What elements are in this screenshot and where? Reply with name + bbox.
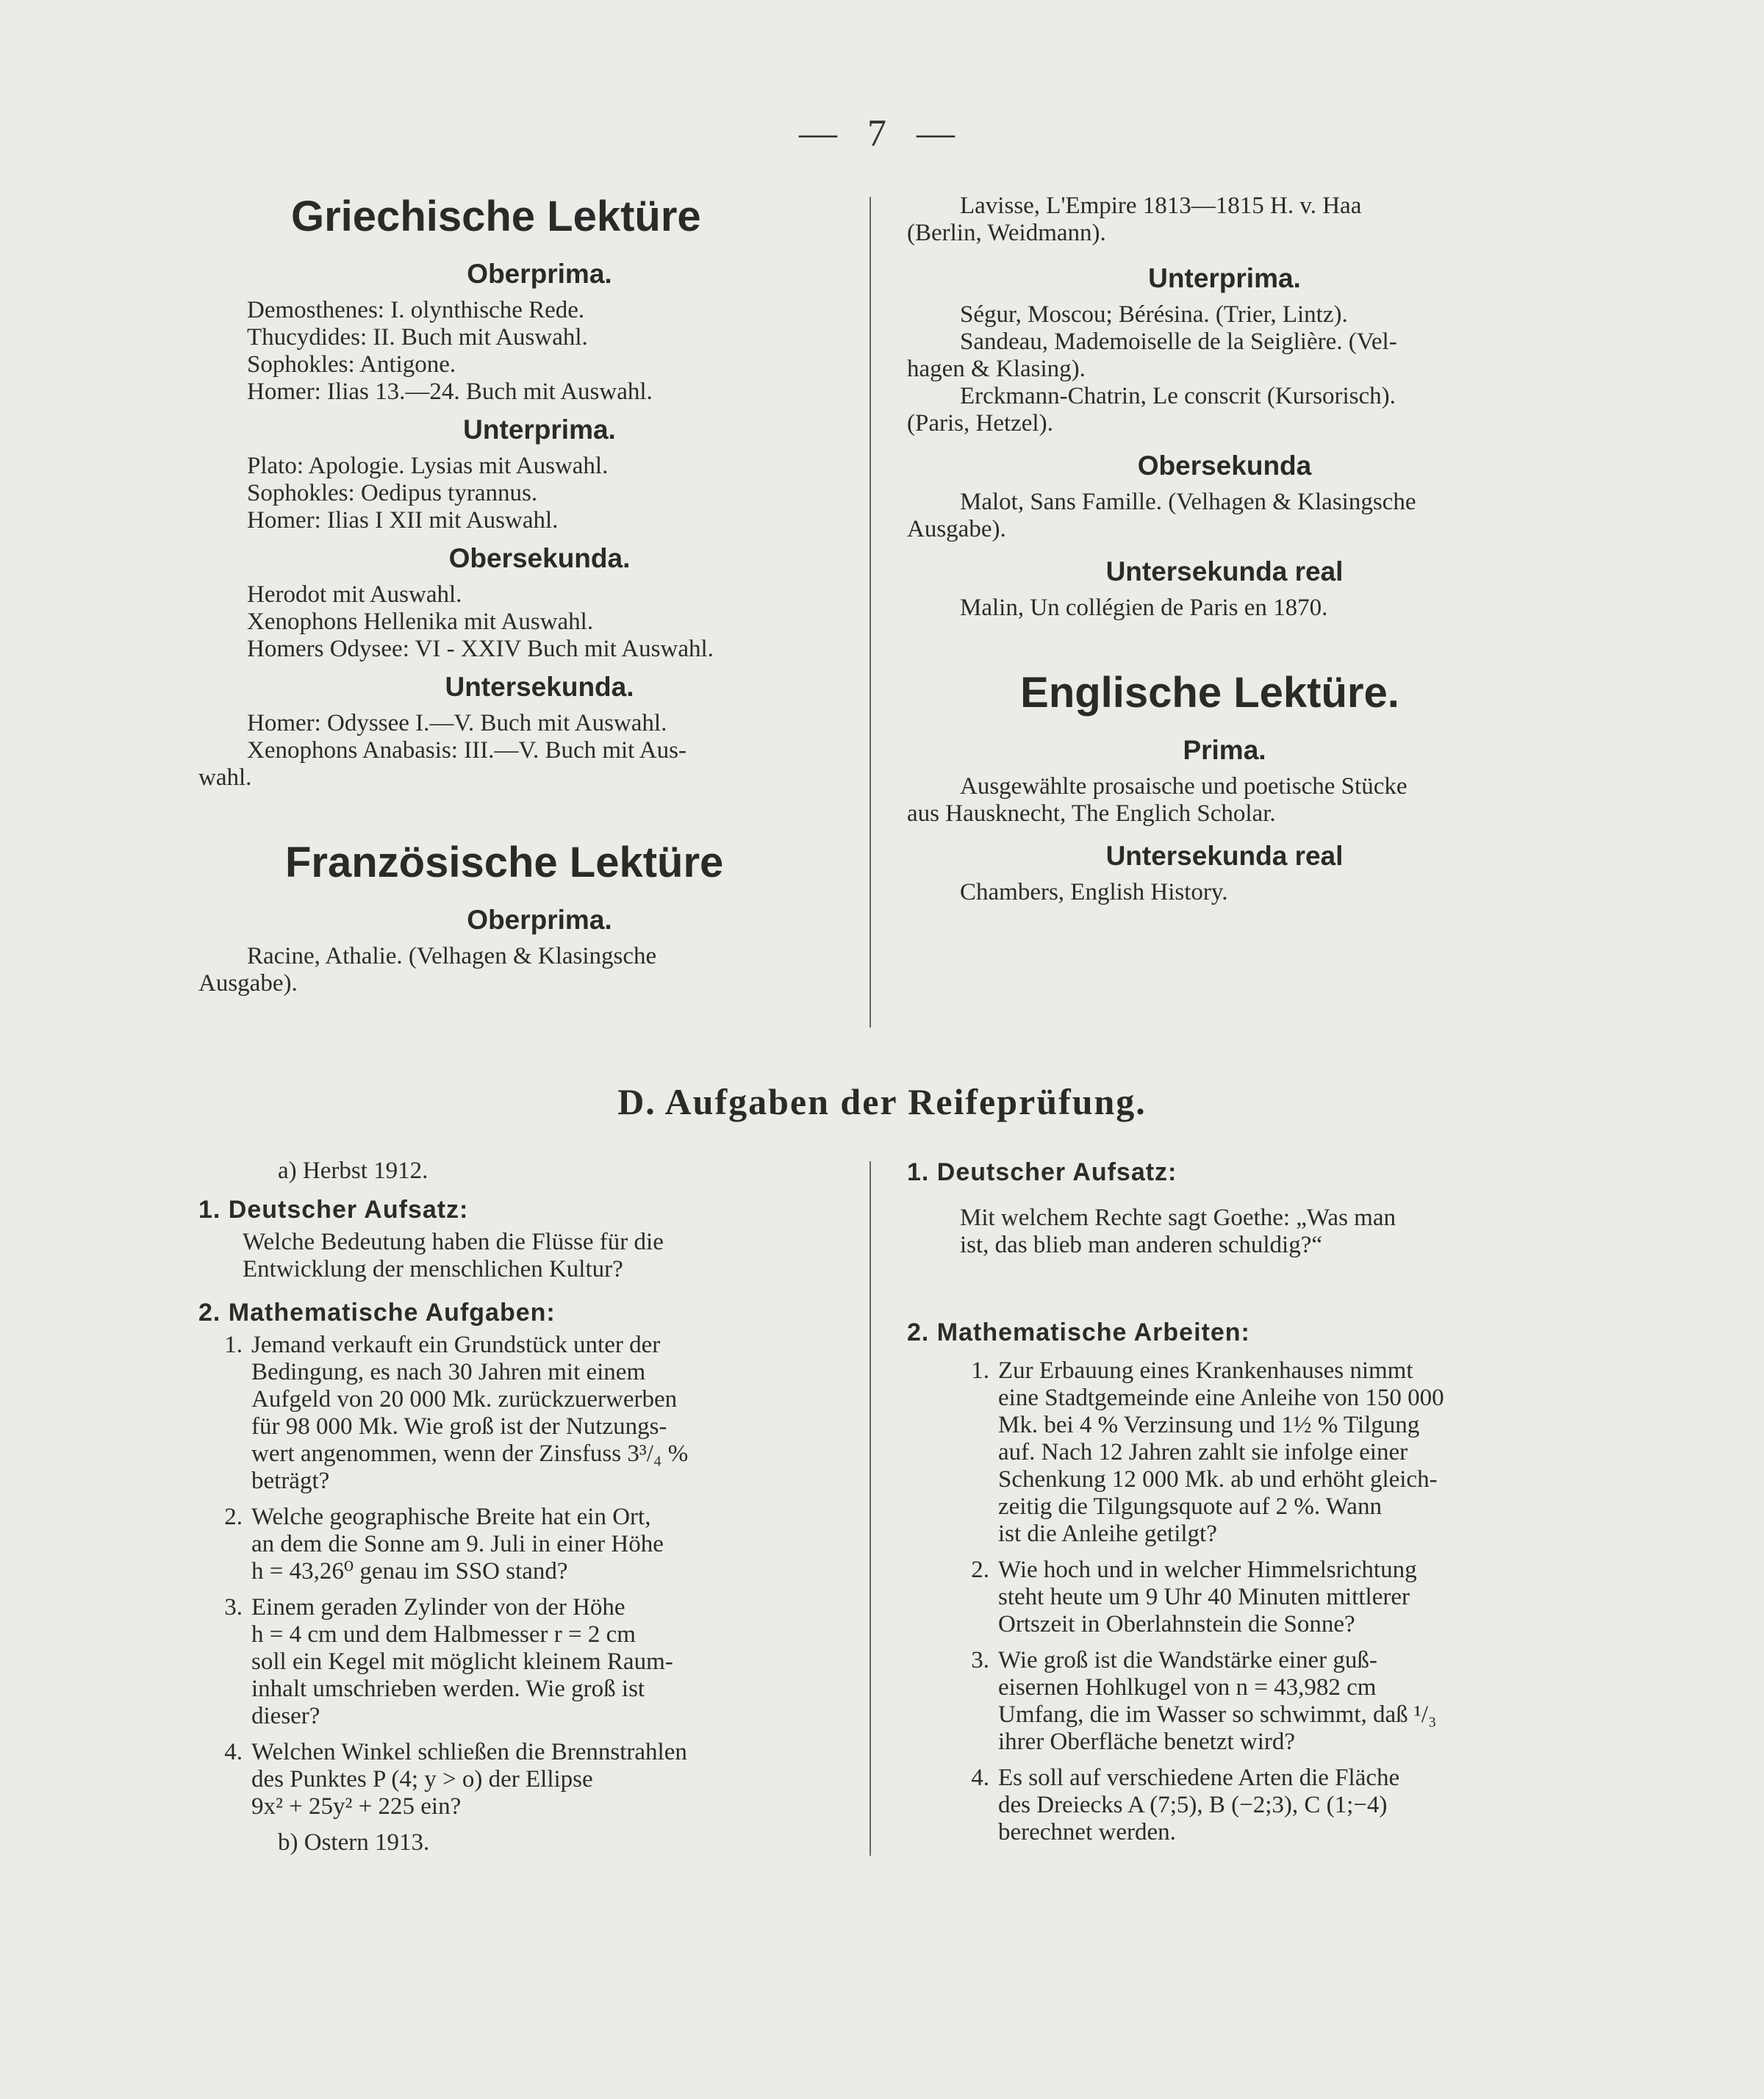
french-untersekunda-real-heading: Untersekunda real [1105,556,1344,586]
task-number: 3. [224,1594,243,1621]
text-line: Malot, Sans Famille. (Velhagen & Klasingsche [960,489,1416,515]
french-unterprima-heading: Unterprima. [1148,263,1301,293]
text-line: Aufgeld von 20 000 Mk. zurückzuerwerben [251,1386,678,1413]
term-a-label: a) Herbst 1912. [278,1158,429,1184]
text-line: Welchen Winkel schließen die Brennstrahlen [251,1739,687,1765]
task-number: 1. [224,1332,243,1358]
left-aufsatz-heading: 1. Deutscher Aufsatz: [198,1196,469,1224]
text-line: Xenophons Anabasis: III.—V. Buch mit Aus- [247,737,686,764]
text-line: h = 4 cm und dem Halbmesser r = 2 cm [251,1621,636,1648]
text-line: eisernen Hohlkugel von n = 43,982 cm [998,1674,1377,1701]
text-line: Chambers, English History. [960,879,1228,905]
math-task [907,1765,1542,1846]
text-line: Mk. bei 4 % Verzinsung und 1½ % Tilgung [998,1412,1420,1438]
bottom-right-column [907,1158,1542,1855]
text-line: Zur Erbauung eines Krankenhauses nimmt [998,1357,1413,1384]
term-b-label: b) Ostern 1913. [278,1829,430,1856]
right-aufsatz-text [960,1205,1542,1259]
text-line: Bedingung, es nach 30 Jahren mit einem [251,1359,646,1385]
text-line: ihrer Oberfläche benetzt wird? [998,1729,1296,1755]
text-line: Wie hoch und in welcher Himmelsrichtung [998,1557,1417,1583]
text-line: für 98 000 Mk. Wie groß ist der Nutzungs- [251,1413,667,1440]
english-title: Englische Lektüre. [1020,669,1399,717]
text-line: Ségur, Moscou; Bérésina. (Trier, Lintz). [960,301,1348,328]
text-line: Erckmann-Chatrin, Le conscrit (Kursorisch). [960,383,1396,409]
text-line: Sandeau, Mademoiselle de la Seiglière. (Vel- [960,329,1397,355]
english-untersekunda-real-heading: Untersekunda real [1105,841,1344,871]
task-number: 4. [224,1739,243,1765]
text-line: inhalt umschrieben werden. Wie groß ist [251,1676,645,1702]
text-line: ist, das blieb man anderen schuldig?“ [960,1232,1323,1258]
text-line: Schenkung 12 000 Mk. ab und erhöht gleich- [998,1466,1438,1493]
text-line: hagen & Klasing). [907,356,1086,382]
text-line: ist die Anleihe getilgt? [998,1521,1217,1547]
text-line: 9x² + 25y² + 225 ein? [251,1793,462,1820]
math-task [907,1557,1542,1638]
english-prima-heading: Prima. [1183,735,1266,765]
text-line: Homer: Ilias 13.—24. Buch mit Auswahl. [247,378,653,405]
bottom-left-column [198,1158,832,1856]
text-line: Homer: Odyssee I.—V. Buch mit Auswahl. [247,710,667,736]
text-line: Sophokles: Antigone. [247,351,456,378]
text-line: wert angenommen, wenn der Zinsfuss 3³/₄ % [251,1440,689,1467]
text-line: des Punktes P (4; y > o) der Ellipse [251,1766,593,1793]
greek-untersekunda-heading: Untersekunda. [445,672,634,702]
french-obersekunda-heading: Obersekunda [1137,451,1312,481]
task-number: 2. [224,1504,243,1530]
text-line: eine Stadtgemeinde eine Anleihe von 150 000 [998,1385,1444,1411]
text-line: Entwicklung der menschlichen Kultur? [243,1256,623,1282]
top-left-column [198,193,832,997]
math-task [907,1357,1542,1548]
text-line: Wie groß ist die Wandstärke einer guß- [998,1647,1377,1673]
column-divider-top [870,197,871,1027]
left-math-heading: 2. Mathematische Aufgaben: [198,1299,556,1327]
greek-title: Griechische Lektüre [291,193,701,240]
text-line: h = 43,26⁰ genau im SSO stand? [251,1558,568,1585]
task-number: 3. [971,1647,989,1673]
french-title: Französische Lektüre [285,839,724,886]
text-line: soll ein Kegel mit möglicht kleinem Raum- [251,1648,673,1675]
text-line: Homer: Ilias I XII mit Auswahl. [247,507,559,534]
text-line: wahl. [198,764,252,791]
text-line: Ausgabe). [907,516,1006,542]
math-task [198,1739,832,1820]
text-line: (Berlin, Weidmann). [907,220,1106,246]
greek-unterprima-heading: Unterprima. [463,415,616,445]
math-task [198,1504,832,1585]
math-task [907,1647,1542,1756]
left-aufsatz-text [243,1229,832,1283]
text-line: Ortszeit in Oberlahnstein die Sonne? [998,1611,1355,1637]
task-number: 1. [971,1357,989,1384]
text-line: aus Hausknecht, The Englich Scholar. [907,800,1276,827]
text-line: Demosthenes: I. olynthische Rede. [247,297,585,323]
text-line: Plato: Apologie. Lysias mit Auswahl. [247,453,609,479]
top-right-column [907,193,1542,906]
greek-oberprima-heading: Oberprima. [467,259,612,289]
text-line: Sophokles: Oedipus tyrannus. [247,480,538,506]
french-oberprima-heading: Oberprima. [467,905,612,935]
text-line: Racine, Athalie. (Velhagen & Klasingsche [247,943,657,969]
text-line: (Paris, Hetzel). [907,410,1053,437]
text-line: Einem geraden Zylinder von der Höhe [251,1594,625,1621]
text-line: Welche geographische Breite hat ein Ort, [251,1504,651,1530]
text-line: beträgt? [251,1468,330,1494]
text-line: Ausgabe). [198,970,298,997]
text-line: Malin, Un collégien de Paris en 1870. [960,595,1328,621]
text-line: steht heute um 9 Uhr 40 Minuten mittlerer [998,1584,1410,1610]
section-d-title: D. Aufgaben der Reifeprüfung. [617,1081,1147,1122]
text-line: Herodot mit Auswahl. [247,581,462,608]
text-line: Welche Bedeutung haben die Flüsse für die [243,1229,664,1255]
text-line: Lavisse, L'Empire 1813—1815 H. v. Haa [960,193,1362,219]
column-divider-bottom [870,1161,871,1856]
text-line: auf. Nach 12 Jahren zahlt sie infolge einer [998,1439,1408,1465]
text-line: des Dreiecks A (7;5), B (−2;3), C (1;−4) [998,1792,1388,1818]
text-line: Ausgewählte prosaische und poetische Stücke [960,773,1408,800]
text-line: Umfang, die im Wasser so schwimmt, daß ¹/₃ [998,1701,1437,1728]
text-line: Mit welchem Rechte sagt Goethe: „Was man [960,1205,1396,1231]
text-line: dieser? [251,1703,320,1729]
text-line: Es soll auf verschiedene Arten die Fläche [998,1765,1400,1791]
page-number: — 7 — [799,112,965,154]
task-number: 4. [971,1765,989,1791]
text-line: Jemand verkauft ein Grundstück unter der [251,1332,661,1358]
text-line: an dem die Sonne am 9. Juli in einer Höhe [251,1531,664,1557]
task-number: 2. [971,1557,989,1583]
right-aufsatz-heading: 1. Deutscher Aufsatz: [907,1158,1177,1186]
right-math-heading: 2. Mathematische Arbeiten: [907,1318,1250,1346]
greek-obersekunda-heading: Obersekunda. [448,543,631,573]
text-line: Homers Odysee: VI - XXIV Buch mit Auswahl. [247,636,714,662]
math-task [198,1594,832,1730]
text-line: zeitig die Tilgungsquote auf 2 %. Wann [998,1493,1382,1520]
text-line: Thucydides: II. Buch mit Auswahl. [247,324,588,351]
math-task [198,1332,832,1495]
text-line: Xenophons Hellenika mit Auswahl. [247,609,594,635]
text-line: berechnet werden. [998,1819,1176,1845]
